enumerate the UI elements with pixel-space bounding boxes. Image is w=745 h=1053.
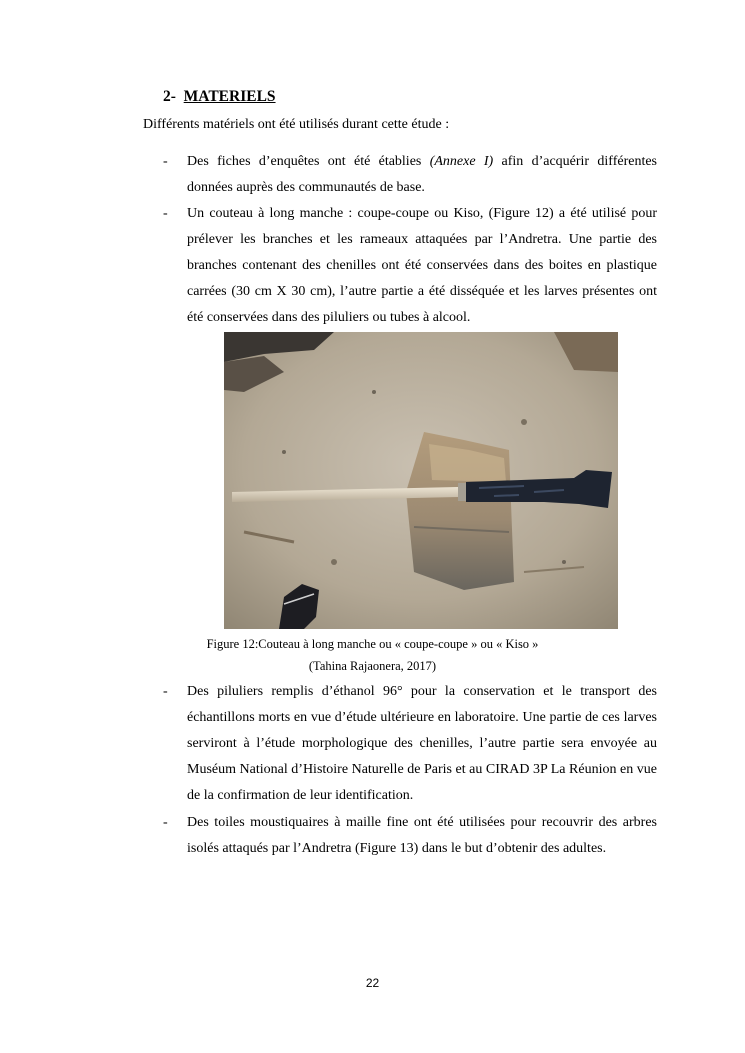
figure-caption: Figure 12:Couteau à long manche ou « coupe-coupe » ou « Kiso » [206,637,539,651]
list-item [163,201,657,331]
list-item-text: Des piluliers remplis d’éthanol 96° pour la conservation et le transport des échantillons morts en vue d’étude ultérieure en laboratoire. Une partie de ces larves serviront à l’étude morphologique des chenilles, l’autre partie sera envoyée au Muséum National d’Histoire Naturelle de Paris et au CIRAD 3P La Réunion en vue de la confirmation de leur identification. [187,684,657,803]
section-number: 2- [163,88,176,105]
list-item [163,149,657,201]
annex-reference: (Annexe I) [429,154,494,169]
section-heading [163,88,276,106]
figure-photo-machete [224,332,618,629]
list-item [163,810,657,862]
page-number: 22 [365,976,380,990]
figure-credit: (Tahina Rajaonera, 2017) [308,659,437,673]
list-item-text: Des toiles moustiquaires à maille fine ont été utilisées pour recouvrir des arbres isolés attaqués par l’Andretra (Figure 13) dans le but d’obtenir des adultes. [187,815,657,856]
list-item-text: Des fiches d’enquêtes ont été établies (Annexe I) afin d’acquérir différentes données auprès des communautés de base. [187,154,658,195]
list-item [163,679,657,809]
section-title: MATERIELS [183,88,276,105]
intro-paragraph: Différents matériels ont été utilisés durant cette étude : [143,117,450,132]
list-item-text: Un couteau à long manche : coupe-coupe ou Kiso, (Figure 12) a été utilisé pour prélever les branches et les rameaux attaquées par l’Andretra. Une partie des branches contenant des chenilles ont été conservées dans des boites en plastique carrées (30 cm X 30 cm), l’autre partie a été disséquée et les larves présentes ont été conservées dans des piluliers ou tubes à alcool. [187,206,657,325]
bullet-dash: - [163,154,168,169]
bullet-dash: - [163,815,168,830]
bullet-dash: - [163,684,168,699]
bullet-dash: - [163,206,168,221]
